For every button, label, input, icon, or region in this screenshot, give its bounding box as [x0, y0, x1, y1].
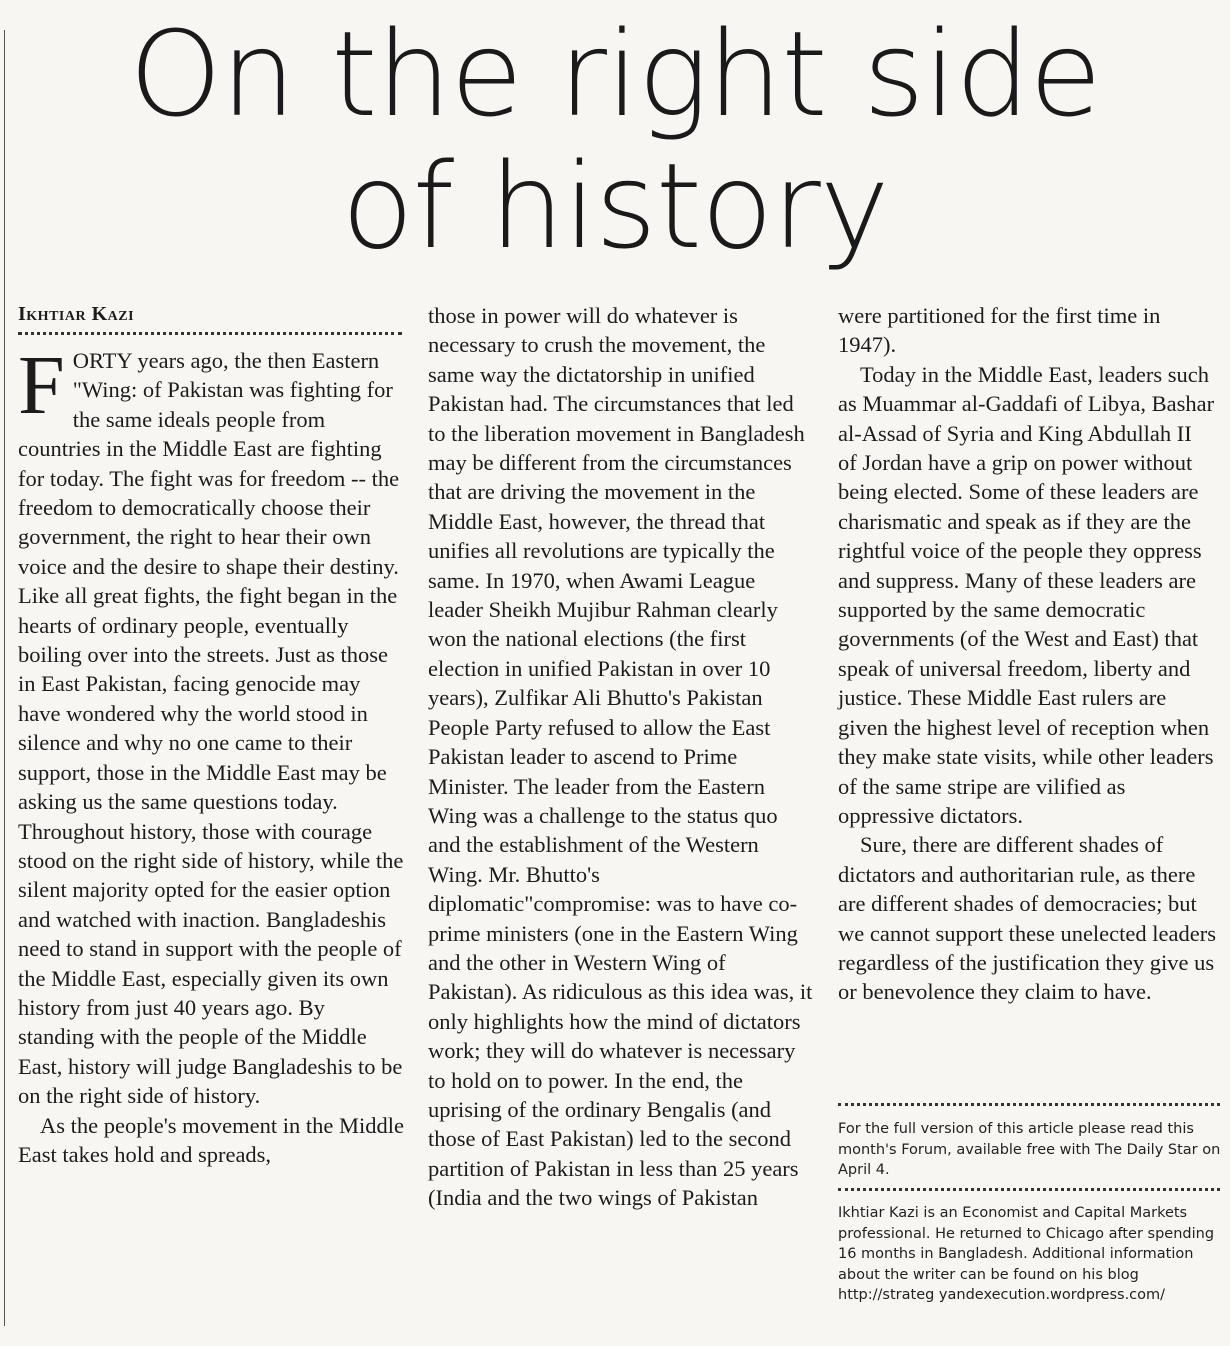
- headline-line-1: On the right side: [129, 5, 1101, 143]
- article-paragraph-text: ORTY years ago, the then Eastern "Wing: of Pakistan was fighting for the same ideals people from countries in the Middle East are fighting for today. The fight was for freedom -- the freedom to democratically choose their government, the right to hear their own voice and the desire to shape their destiny. Like all great fights, the fight began in the hearts of ordinary people, eventually boiling over into the streets. Just as those in East Pakistan, facing genocide may have wondered why the world stood in silence and why no one came to their support, those in the Middle East may be asking us the same questions today. Throughout history, those with courage stood on the right side of history, while the silent majority opted for the easier option and watched with inaction. Bangladeshis need to stand in support with the people of the Middle East, especially given its own history from just 40 years ago. By standing with the people of the Middle East, history will judge Bangladeshis to be on the right side of history.: [18, 348, 404, 1109]
- article-column-1: [18, 339, 404, 1169]
- footnote-divider-middle: [838, 1188, 1220, 1191]
- article-column-3: [838, 301, 1216, 1007]
- footnote-divider-top: [838, 1103, 1220, 1106]
- byline-divider: [18, 332, 402, 335]
- article-paragraph: those in power will do whatever is necessary to crush the movement, the same way the dictatorship in unified Pakistan had. The circumstances that led to the liberation movement in Bangladesh may be different from the circumstances that are driving the movement in the Middle East, however, the thread that unifies all revolutions are typically the same. In 1970, when Awami League leader Sheikh Mujibur Rahman clearly won the national elections (the first election in unified Pakistan in over 10 years), Zulfikar Ali Bhutto's Pakistan People Party refused to allow the East Pakistan leader to ascend to Prime Minister. The leader from the Eastern Wing was a challenge to the status quo and the establishment of the Western Wing. Mr. Bhutto's diplomatic"compromise: was to have co-prime ministers (one in the Eastern Wing and the other in Western Wing of Pakistan). As ridiculous as this idea was, it only highlights how the mind of dictators work; they will do whatever is necessary to hold on to power. In the end, the uprising of the ordinary Bengalis (and those of East Pakistan) led to the second partition of Pakistan in less than 25 years (India and the two wings of Pakistan: [428, 303, 813, 1211]
- article-paragraph: Today in the Middle East, leaders such as Muammar al-Gaddafi of Libya, Bashar al-Assad of Syria and King Abdullah II of Jordan have a grip on power without being elected. Some of these leaders are charismatic and speak as if they are the rightful voice of the people they oppress and suppress. Many of these leaders are supported by the same democratic governments (of the West and East) that speak of universal freedom, liberty and justice. These Middle East rulers are given the highest level of reception when they make state visits, while other leaders of the same stripe are vilified as oppressive dictators.: [838, 361, 1215, 828]
- byline: Ikhtiar Kazi: [18, 303, 135, 325]
- drop-cap: F: [18, 339, 65, 432]
- article-paragraph: Sure, there are different shades of dictators and authoritarian rule, as there are different shades of democracies; but we cannot support these unelected leaders regardless of the justification they give us or benevolence they claim to have.: [838, 832, 1216, 1005]
- article-column-2: [428, 301, 813, 1213]
- article-paragraph: As the people's movement in the Middle East takes hold and spreads,: [18, 1112, 404, 1167]
- article-paragraph: were partitioned for the first time in 1947).: [838, 303, 1161, 358]
- forum-footnote: For the full version of this article please read this month's Forum, available free with The Daily Star on April 4.: [838, 1121, 1221, 1179]
- author-bio-footnote: Ikhtiar Kazi is an Economist and Capital Markets professional. He returned to Chicago after spending 16 months in Bangladesh. Additional information about the writer can be found on his blog http://strateg yandexecution.wordpress.com/: [838, 1205, 1215, 1304]
- headline: [0, 5, 1230, 275]
- headline-line-2: of history: [341, 137, 889, 275]
- article-paragraph: [18, 339, 404, 1111]
